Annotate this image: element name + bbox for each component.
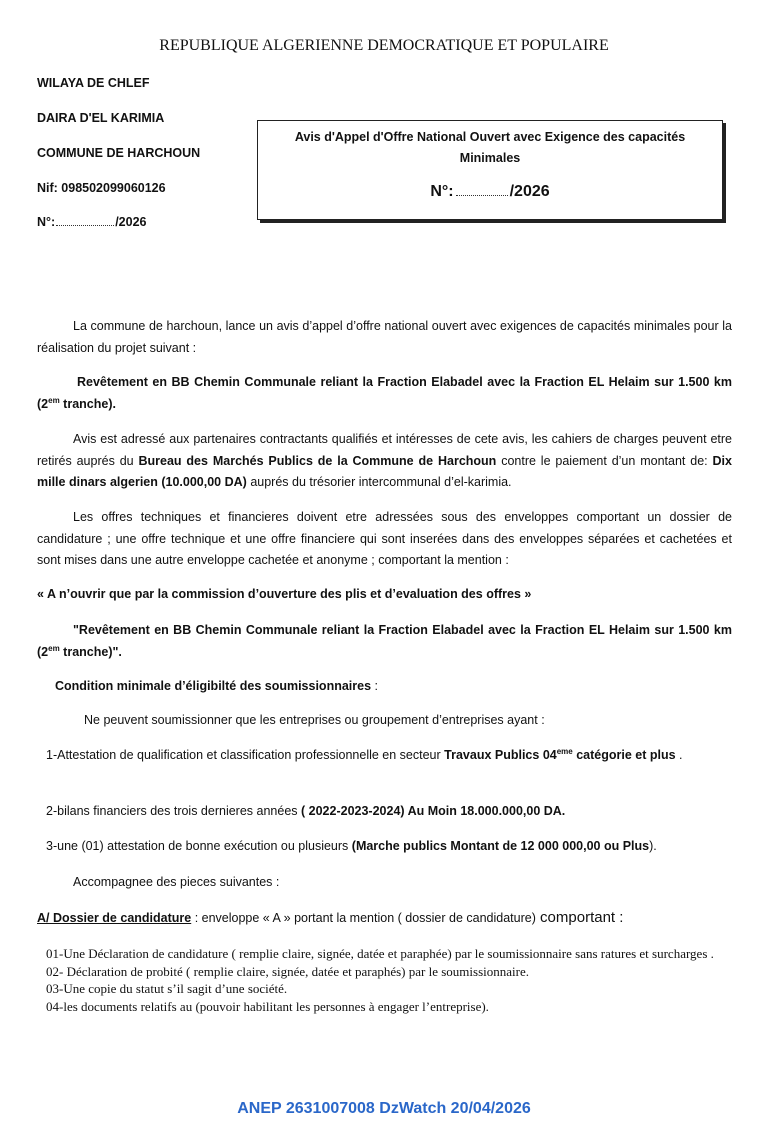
notice-number-prefix: N°: xyxy=(430,183,454,200)
withdrawal-paragraph xyxy=(37,429,732,494)
condition-heading xyxy=(55,676,732,698)
requirement-2 xyxy=(46,801,732,823)
withdrawal-amount: Dix mille dinars algerien (10.000,00 DA) xyxy=(37,453,732,489)
header-number-blank xyxy=(56,215,114,226)
project2-part3: sur 1.500 km (2 xyxy=(37,623,732,659)
accompanying-docs-intro: Accompagnee des pieces suivantes : xyxy=(73,875,280,889)
requirement-2-amount: ( 2022-2023-2024) Au Moin 18.000.000,00 DA. xyxy=(301,804,566,818)
list-item: 02- Déclaration de probité ( remplie claire, signée, datée et paraphés) par le soumissionnaire. xyxy=(46,963,529,979)
project2-part1: "Revêtement en BB Chemin Communale reliant la Fraction Elabadel xyxy=(73,623,484,637)
project-sup: em xyxy=(48,395,60,405)
condition-colon: : xyxy=(371,679,378,693)
withdrawal-text-3: auprés du trésorier intercommunal d’el-karimia. xyxy=(250,475,512,489)
dossier-text: : enveloppe « A » portant la mention ( dossier de candidature) xyxy=(191,911,536,925)
offers-paragraph: Les offres techniques et financieres doivent etre adressées sous des enveloppes comportant un dossier de candidature ; une offre technique et une offre financiere qui sont inserées dans des enveloppes séparées et cachetées et sont mises dans une autre enveloppe cachetée et anonyme ; comportant la mention : xyxy=(37,510,732,567)
nif-label: Nif: 098502099060126 xyxy=(37,181,166,195)
condition-title: Condition minimale d’éligibilté des soumissionnaires xyxy=(55,679,372,693)
requirement-2-text: 2-bilans financiers des trois dernieres années xyxy=(46,804,298,818)
requirement-1-sector: Travaux Publics 04 xyxy=(444,748,557,762)
project-title-2 xyxy=(37,620,732,663)
notice-number-blank xyxy=(456,185,508,196)
requirement-3 xyxy=(46,836,732,858)
requirement-1-end: . xyxy=(679,748,683,762)
notice-title: Avis d'Appel d'Offre National Ouvert avec Exigence des capacités Minimales xyxy=(294,130,686,165)
notice-number-suffix: /2026 xyxy=(509,183,550,200)
header-number-prefix: N°: xyxy=(37,215,56,229)
requirement-1-sup: eme xyxy=(556,746,573,756)
dossier-heading xyxy=(37,907,732,930)
requirement-3-end: ). xyxy=(649,839,657,853)
eligibility-intro: Ne peuvent soumissionner que les entreprises ou groupement d’entreprises ayant : xyxy=(84,713,545,727)
list-item: 04-les documents relatifs au (pouvoir habilitant les personnes à engager l’entreprise). xyxy=(46,998,489,1014)
requirement-3-amount: (Marche publics Montant de 12 000 000,00 ou Plus xyxy=(351,839,650,853)
requirement-1-text: 1-Attestation de qualification et classification professionnelle en secteur xyxy=(46,748,441,762)
republic-title: REPUBLIQUE ALGERIENNE DEMOCRATIQUE ET POPULAIRE xyxy=(159,37,609,54)
intro-paragraph: La commune de harchoun, lance un avis d’appel d’offre national ouvert avec exigences de capacités minimales pour la réalisation du projet suivant : xyxy=(37,319,732,355)
project2-part4: tranche)". xyxy=(63,644,122,659)
dossier-title: A/ Dossier de candidature xyxy=(37,911,192,925)
notice-box xyxy=(257,120,723,220)
project-part4: tranche). xyxy=(63,396,116,411)
notice-number xyxy=(258,183,722,201)
project2-part2: avec la Fraction EL Helaim xyxy=(488,623,650,637)
header-number xyxy=(37,215,146,229)
project-part3: sur 1.500 km (2 xyxy=(37,375,732,411)
withdrawal-text-1: Avis est adressé aux partenaires contractants qualifiés et intéresses de cete avis, les cahiers de charges peuvent etre retirés auprés du xyxy=(37,432,732,468)
pieces-list xyxy=(46,945,726,1015)
dossier-comportant: comportant : xyxy=(535,909,624,926)
footer-reference: ANEP 2631007008 DzWatch 20/04/2026 xyxy=(237,1100,531,1117)
project-part1: Revêtement en BB Chemin Communale reliant la Fraction Elabadel xyxy=(77,375,483,389)
project-part2: avec la Fraction EL Helaim xyxy=(487,375,650,389)
requirement-1 xyxy=(46,745,732,767)
project2-sup: em xyxy=(48,643,60,653)
commune-label: COMMUNE DE HARCHOUN xyxy=(37,146,201,160)
list-item: 03-Une copie du statut s’il sagit d’une société. xyxy=(46,981,288,996)
withdrawal-text-2: contre le paiement d’un montant de: xyxy=(501,453,708,468)
withdrawal-office: Bureau des Marchés Publics de la Commune de Harchoun xyxy=(138,453,497,468)
daira-label: DAIRA D'EL KARIMIA xyxy=(37,111,165,125)
project-title xyxy=(37,372,732,415)
requirement-1-category: catégorie et plus xyxy=(576,748,676,762)
wilaya-label: WILAYA DE CHLEF xyxy=(37,76,150,90)
list-item: 01-Une Déclaration de candidature ( remplie claire, signée, datée et paraphée) par le soumissionnaire sans ratures et surcharges . xyxy=(46,946,714,961)
envelope-mention: « A n’ouvrir que par la commission d’ouverture des plis et d’evaluation des offres » xyxy=(37,587,532,601)
header-number-suffix: /2026 xyxy=(115,215,147,229)
requirement-3-text: 3-une (01) attestation de bonne exécution ou plusieurs xyxy=(46,839,349,853)
